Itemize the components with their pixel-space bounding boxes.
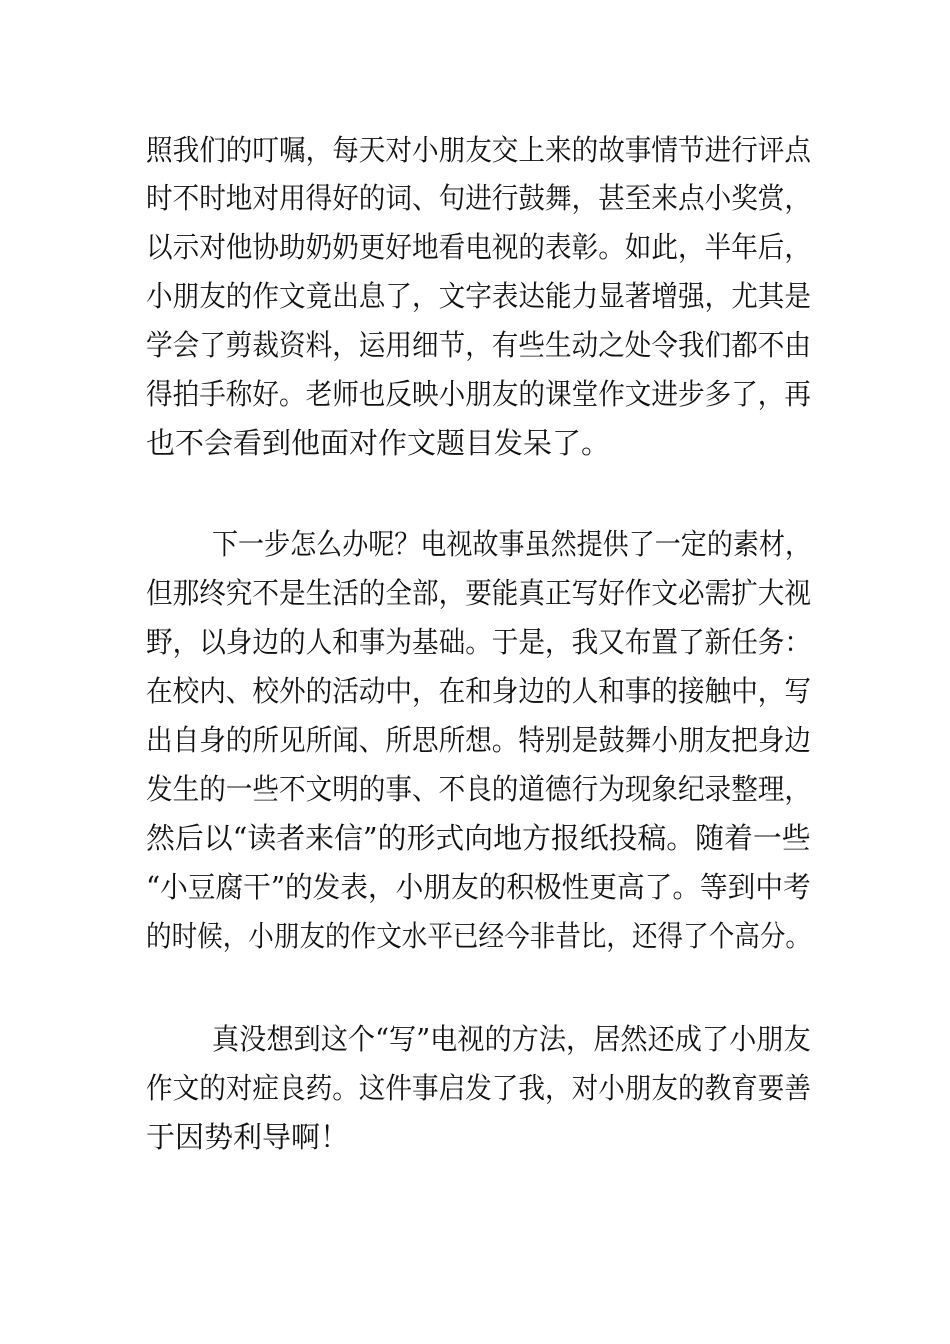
- text-line: “小豆腐干”的发表，小朋友的积极性更高了。等到中考: [146, 870, 811, 904]
- text-line: 时不时地对用得好的词、句进行鼓舞，甚至来点小奖赏，: [146, 181, 812, 215]
- text-line: 但那终究不是生活的全部，要能真正写好作文必需扩大视: [146, 576, 812, 610]
- text-line: 得拍手称好。老师也反映小朋友的课堂作文进步多了，再: [146, 377, 812, 411]
- text-line: 出自身的所见所闻、所思所想。特别是鼓舞小朋友把身边: [146, 723, 812, 757]
- text-line: 于因势利导啊！: [146, 1120, 350, 1154]
- text-line: 然后以“读者来信”的形式向地方报纸投稿。随着一些: [146, 821, 811, 855]
- text-line: 小朋友的作文竟出息了，文字表达能力显著增强，尤其是: [146, 279, 812, 313]
- text-line: 下一步怎么办呢？电视故事虽然提供了一定的素材，: [212, 527, 812, 561]
- text-line: 的时候，小朋友的作文水平已经今非昔比，还得了个高分。: [146, 919, 812, 953]
- text-line: 野，以身边的人和事为基础。于是，我又布置了新任务：: [146, 625, 812, 659]
- text-line: 学会了剪裁资料，运用细节，有些生动之处令我们都不由: [146, 328, 812, 362]
- text-line: 在校内、校外的活动中，在和身边的人和事的接触中，写: [146, 674, 812, 708]
- text-line: 也不会看到他面对作文题目发呆了。: [146, 426, 611, 460]
- text-line: 以示对他协助奶奶更好地看电视的表彰。如此，半年后，: [146, 230, 812, 264]
- text-line: 照我们的叮嘱，每天对小朋友交上来的故事情节进行评点: [146, 133, 812, 167]
- text-line: 作文的对症良药。这件事启发了我，对小朋友的教育要善: [146, 1071, 812, 1105]
- text-line: 发生的一些不文明的事、不良的道德行为现象纪录整理，: [146, 772, 812, 806]
- text-line: 真没想到这个“写”电视的方法，居然还成了小朋友: [212, 1022, 811, 1056]
